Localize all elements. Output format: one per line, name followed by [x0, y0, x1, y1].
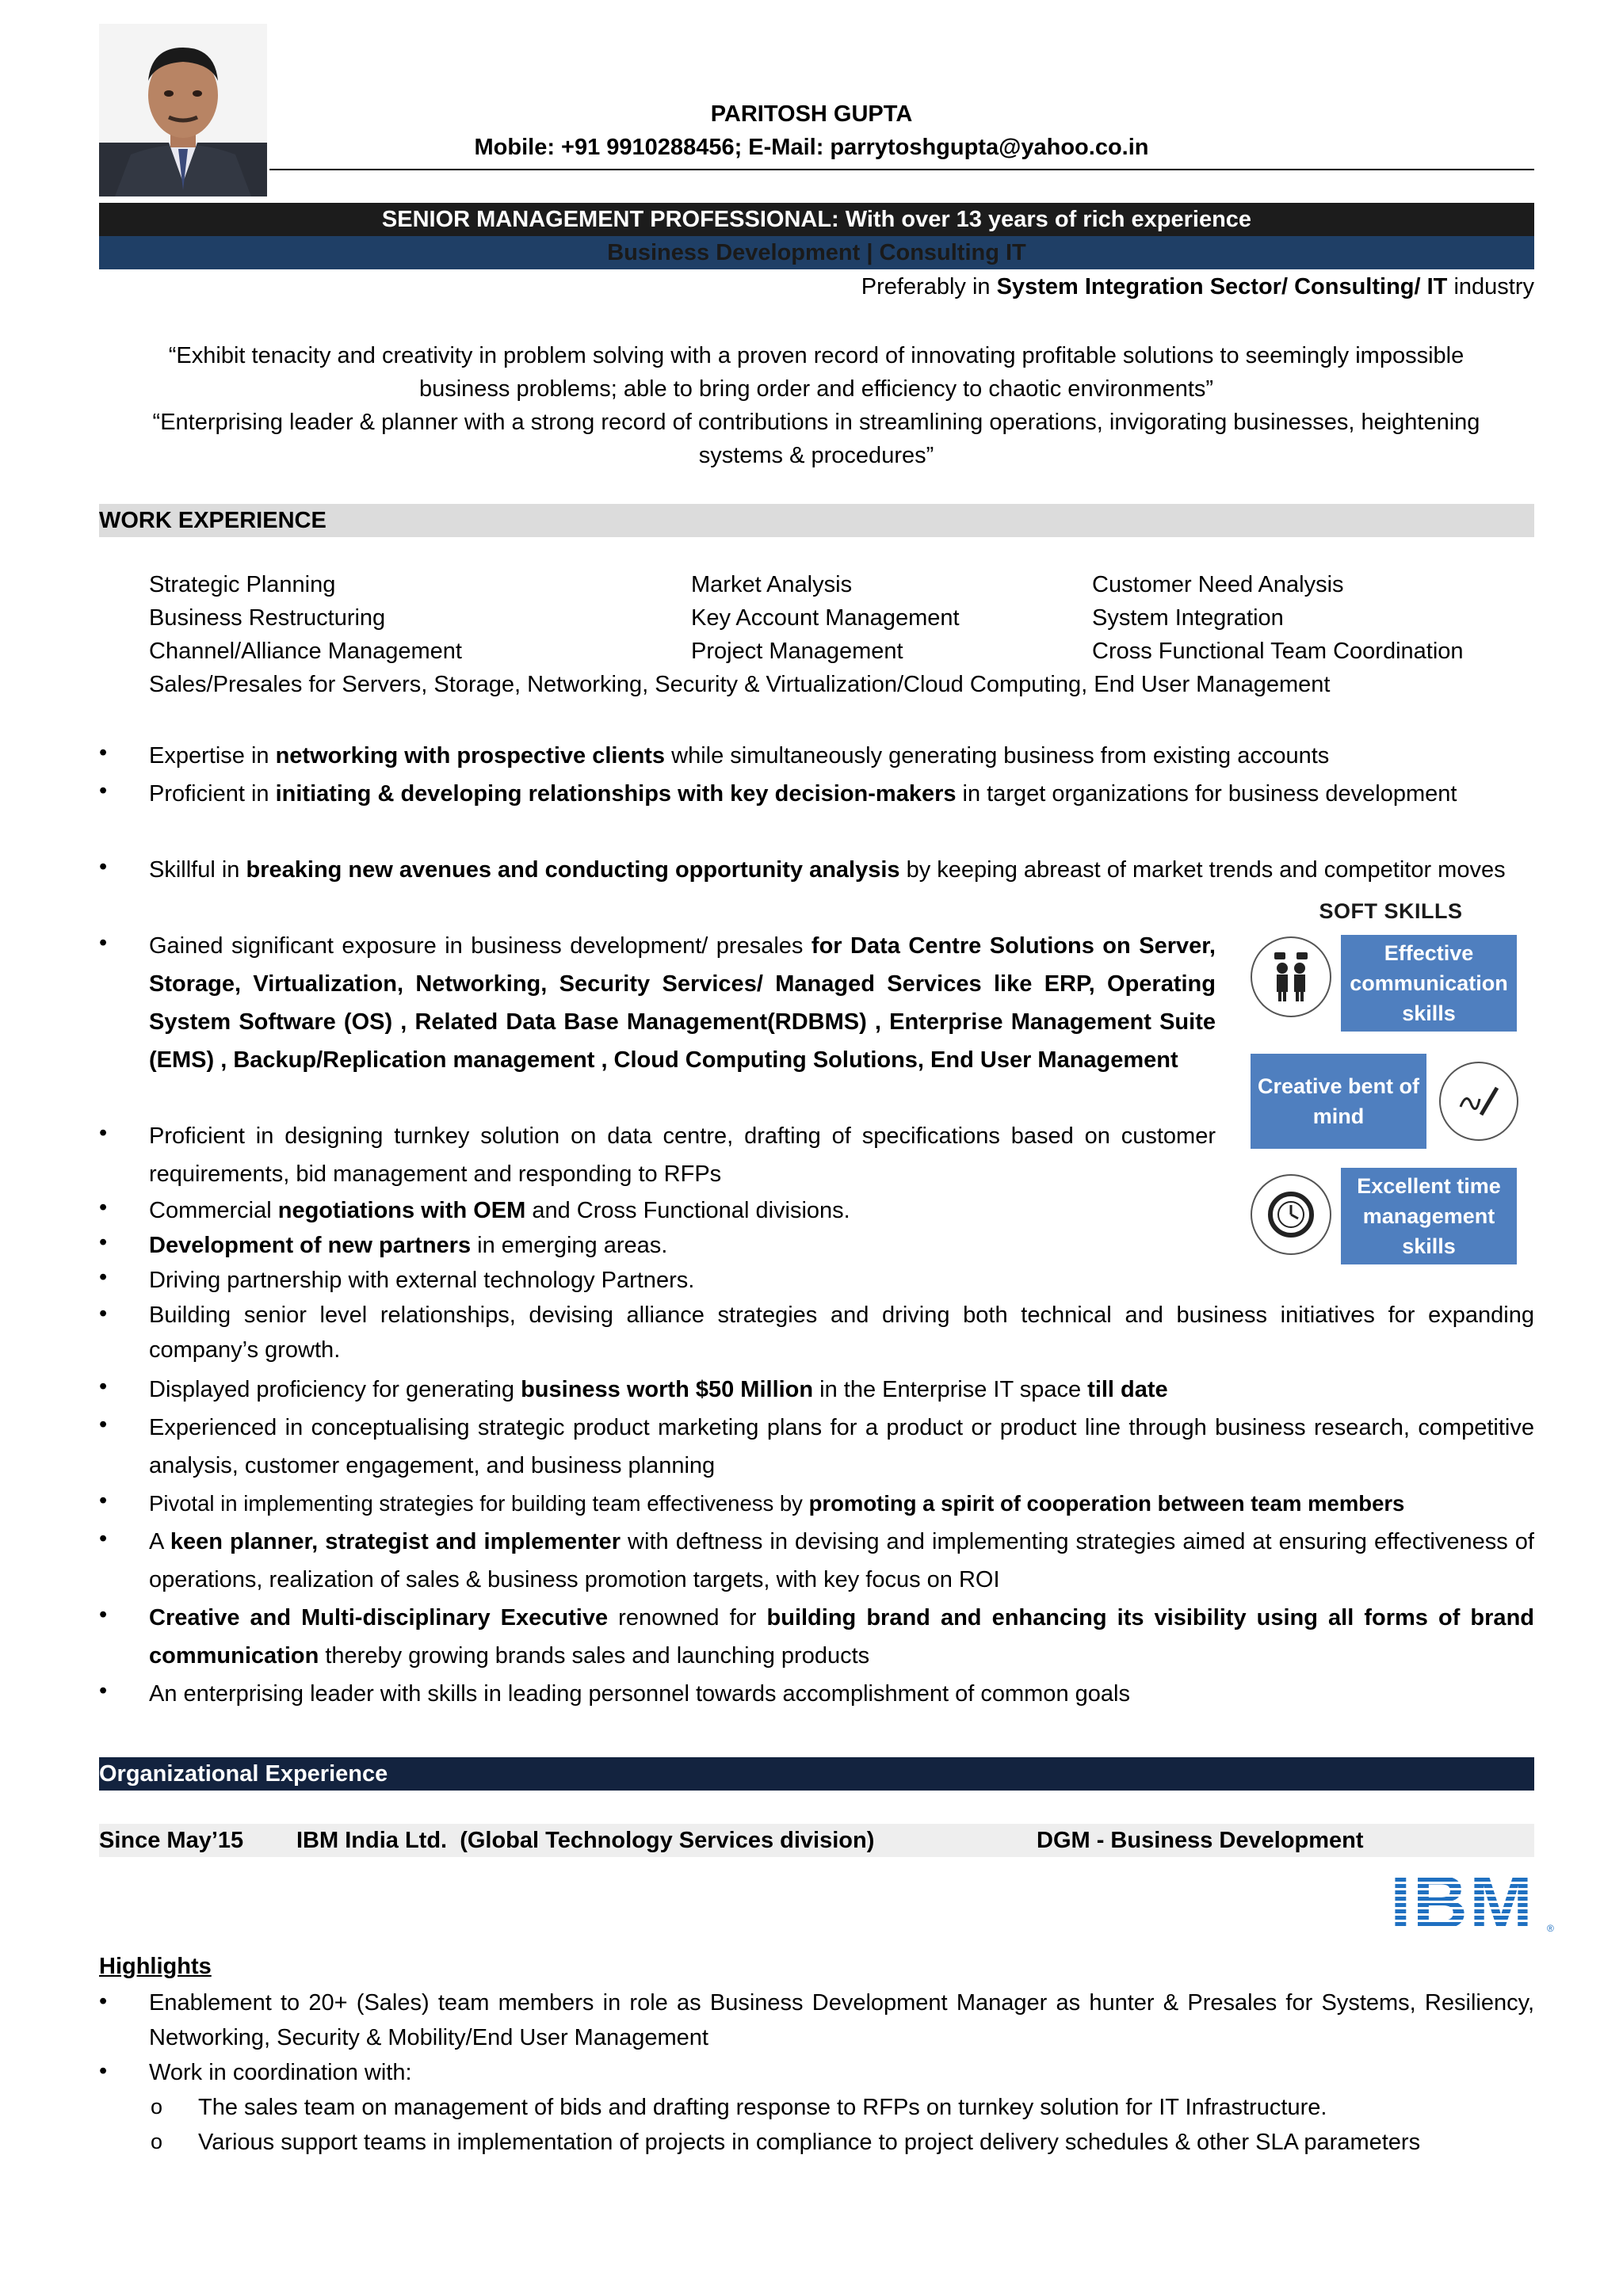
skill: Channel/Alliance Management: [149, 639, 462, 664]
clock-icon: [1251, 1174, 1331, 1255]
skill: Business Restructuring: [149, 605, 386, 631]
bullet-item: Driving partnership with external technology Partners.: [149, 1268, 695, 1293]
skill-wide: Sales/Presales for Servers, Storage, Networking, Security & Virtualization/Cloud Computing, End User Management: [149, 672, 1331, 697]
soft-skill-creative: Creative bent of mind: [1251, 1054, 1426, 1149]
bullet-item: Proficient in designing turnkey solution on data centre, drafting of specifications based on customer requirements, bid management and responding to RFPs: [149, 1123, 1216, 1187]
skill: Key Account Management: [691, 605, 960, 631]
bullet-dot: •: [99, 1488, 108, 1513]
bullet-dot: •: [99, 1301, 108, 1326]
bullet-dot: •: [99, 2058, 108, 2084]
sub-highlight-item: Various support teams in implementation of projects in compliance to project delivery schedules & other SLA parameters: [198, 2130, 1421, 2155]
soft-skill-time-management: Excellent time management skills: [1341, 1168, 1517, 1264]
bullet-dot: •: [99, 1195, 108, 1220]
org-experience-heading: Organizational Experience: [99, 1757, 1534, 1791]
svg-text:IBM: IBM: [1390, 1865, 1534, 1935]
job-row: [99, 1824, 1534, 1857]
specialization-banner: Business Development | Consulting IT: [99, 236, 1534, 269]
quote-2: “Enterprising leader & planner with a strong record of contributions in streamlining operations, invigorating businesses, heightening systems & procedures”: [152, 410, 1480, 468]
skill: Cross Functional Team Coordination: [1092, 639, 1464, 664]
pen-icon: [1439, 1062, 1518, 1141]
contact-line: Mobile: +91 9910288456; E-Mail: parrytoshgupta@yahoo.co.in: [474, 135, 1149, 160]
bullet-dot: •: [99, 1678, 108, 1703]
skill: System Integration: [1092, 605, 1284, 631]
sub-bullet: o: [151, 2130, 163, 2153]
bullet-dot: •: [99, 1412, 108, 1437]
job-since: Since May’15: [99, 1828, 244, 1853]
bullet-dot: •: [99, 1120, 108, 1146]
candidate-name: PARITOSH GUPTA: [710, 101, 913, 127]
pref-suffix: industry: [1447, 274, 1534, 299]
bullet-dot: •: [99, 778, 108, 803]
ibm-logo: [1390, 1865, 1561, 1935]
bullet-item: Experienced in conceptualising strategic product marketing plans for a product or product line through business research, competitive analysis, customer engagement, and business planning: [149, 1415, 1534, 1478]
highlights-heading: Highlights: [99, 1954, 212, 1979]
bullet-dot: •: [99, 1230, 108, 1255]
communication-icon: [1251, 936, 1331, 1017]
sub-highlight-item: The sales team on management of bids and drafting response to RFPs on turnkey solution for IT Infrastructure.: [198, 2095, 1327, 2120]
quote-1: “Exhibit tenacity and creativity in problem solving with a proven record of innovating profitable solutions to seemingly impossible business problems; able to bring order and efficiency to chaotic environments”: [168, 343, 1465, 402]
skill: Strategic Planning: [149, 572, 336, 597]
bullet-item: Pivotal in implementing strategies for building team effectiveness by promoting a spirit of cooperation between team members: [149, 1491, 1405, 1516]
bullet-item: Gained significant exposure in business development/ presales for Data Centre Solutions on Server, Storage, Virtualization, Networking, Security Services/ Managed Services like ERP, Operating System Software (OS) , Related Data Base Management(RDBMS) , Enterprise Management Suite (EMS) , Backup/Replication management , Cloud Computing Solutions, End User Management: [149, 933, 1216, 1073]
skill: Market Analysis: [691, 572, 853, 597]
bullet-dot: •: [99, 854, 108, 879]
skill: Project Management: [691, 639, 903, 664]
bullet-item: Expertise in networking with prospective clients while simultaneously generating business from existing accounts: [149, 743, 1330, 769]
bullet-item: A keen planner, strategist and implementer with deftness in devising and implementing strategies aimed at ensuring effectiveness of operations, realization of sales & business promotion targets, with key focus on ROI: [149, 1529, 1534, 1592]
bullet-dot: •: [99, 1264, 108, 1290]
sub-bullet: o: [151, 2095, 163, 2119]
bullet-item: Creative and Multi-disciplinary Executive renowned for building brand and enhancing its visibility using all forms of brand communication thereby growing brands sales and launching products: [149, 1605, 1534, 1669]
bullet-dot: •: [99, 1989, 108, 2014]
bullet-item: Development of new partners in emerging areas.: [149, 1233, 668, 1258]
soft-skills-title: SOFT SKILLS: [1319, 899, 1463, 923]
job-company: IBM India Ltd. (Global Technology Services division): [296, 1828, 875, 1853]
pref-bold: System Integration Sector/ Consulting/ IT: [996, 274, 1448, 299]
bullet-dot: •: [99, 740, 108, 765]
bullet-dot: •: [99, 930, 108, 955]
professional-title-banner: SENIOR MANAGEMENT PROFESSIONAL: With over 13 years of rich experience: [99, 203, 1534, 236]
pref-prefix: Preferably in: [861, 274, 997, 299]
soft-skill-communication: Effective communication skills: [1341, 935, 1517, 1032]
work-experience-heading: WORK EXPERIENCE: [99, 504, 1534, 537]
bullet-item: Displayed proficiency for generating business worth $50 Million in the Enterprise IT space till date: [149, 1377, 1168, 1402]
highlight-item: Work in coordination with:: [149, 2060, 412, 2085]
job-role: DGM - Business Development: [1037, 1828, 1364, 1853]
header-divider: [269, 169, 1534, 170]
bullet-item: An enterprising leader with skills in leading personnel towards accomplishment of common goals: [149, 1681, 1130, 1707]
skill: Customer Need Analysis: [1092, 572, 1344, 597]
bullet-dot: •: [99, 1602, 108, 1627]
highlight-item: Enablement to 20+ (Sales) team members in role as Business Development Manager as hunter & Presales for Systems, Resiliency, Networking, Security & Mobility/End User Management: [149, 1990, 1534, 2050]
bullet-dot: •: [99, 1526, 108, 1551]
preference-line: [99, 274, 1534, 300]
bullet-dot: •: [99, 1374, 108, 1399]
bullet-item: Skillful in breaking new avenues and conducting opportunity analysis by keeping abreast of market trends and competitor moves: [149, 857, 1506, 883]
bullet-item: Proficient in initiating & developing relationships with key decision-makers in target organizations for business development: [149, 781, 1457, 807]
bullet-item: Commercial negotiations with OEM and Cross Functional divisions.: [149, 1198, 850, 1223]
bullet-item: Building senior level relationships, devising alliance strategies and driving both technical and business initiatives for expanding company’s growth.: [149, 1302, 1534, 1363]
svg-text:®: ®: [1547, 1923, 1554, 1934]
